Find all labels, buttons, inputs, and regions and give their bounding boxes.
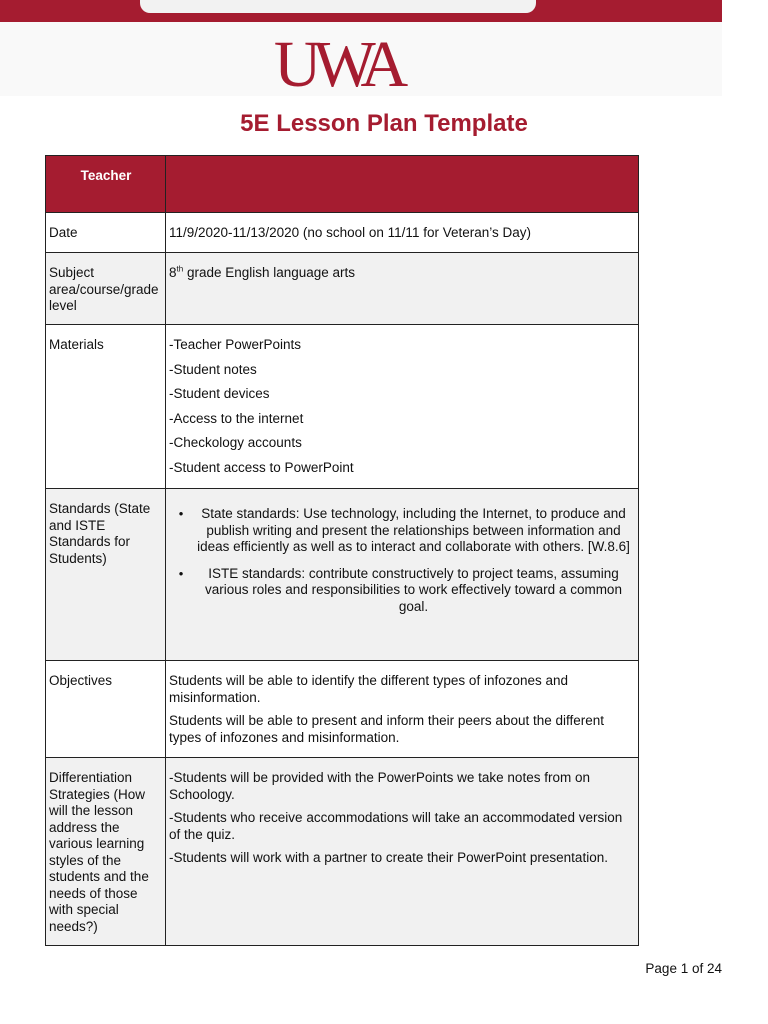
objectives-row xyxy=(46,661,639,758)
materials-value xyxy=(166,325,639,489)
differentiation-label: Differentiation Strategies (How will the lesson address the various learning styles of the students and the needs of those with special needs?) xyxy=(46,758,166,946)
differentiation-item: -Students will work with a partner to create their PowerPoint presentation. xyxy=(169,850,608,865)
subject-row xyxy=(46,253,639,325)
differentiation-value xyxy=(166,758,639,946)
objectives-label: Objectives xyxy=(46,661,166,758)
uwa-logo: UWA xyxy=(273,28,401,101)
differentiation-row xyxy=(46,758,639,946)
bullet-icon: • xyxy=(178,565,184,581)
differentiation-item: -Students who receive accommodations will take an accommodated version of the quiz. xyxy=(169,810,623,842)
subject-label: Subject area/course/grade level xyxy=(46,253,166,325)
lesson-plan-table xyxy=(45,155,639,946)
date-value: 11/9/2020-11/13/2020 (no school on 11/11 for Veteran’s Day) xyxy=(166,213,639,253)
subject-grade-number: 8 xyxy=(169,265,177,280)
standards-label: Standards (State and ISTE Standards for Students) xyxy=(46,489,166,661)
objectives-value xyxy=(166,661,639,758)
top-banner-notch xyxy=(140,0,536,13)
subject-value xyxy=(166,253,639,325)
materials-item: -Teacher PowerPoints xyxy=(169,337,302,352)
teacher-value xyxy=(166,156,639,213)
standards-item-text: State standards: Use technology, including the Internet, to produce and publish writing and present the relationships between information and ideas efficiently as well as to interact and collaborate with others. [W.8.6] xyxy=(197,506,630,554)
date-row xyxy=(46,213,639,253)
bullet-icon: • xyxy=(178,506,184,521)
teacher-row xyxy=(46,156,639,213)
subject-grade-suffix: th xyxy=(176,264,184,274)
date-label: Date xyxy=(46,213,166,253)
materials-item: -Student access to PowerPoint xyxy=(169,459,354,475)
page-number: Page 1 of 24 xyxy=(645,961,722,976)
materials-item: -Student devices xyxy=(169,386,270,401)
materials-item: -Checkology accounts xyxy=(169,435,302,450)
materials-item: -Access to the internet xyxy=(169,410,304,426)
page-title: 5E Lesson Plan Template xyxy=(240,110,528,137)
materials-row xyxy=(46,325,639,489)
standards-item xyxy=(169,506,634,556)
standards-value xyxy=(166,489,639,661)
standards-list xyxy=(169,506,634,615)
standards-item xyxy=(169,566,634,616)
teacher-label: Teacher xyxy=(46,156,166,213)
objective-item: Students will be able to identify the different types of infozones and misinformation. xyxy=(169,673,569,705)
subject-grade-text: grade English language arts xyxy=(183,265,356,280)
standards-item-text: ISTE standards: contribute constructively to project teams, assuming various roles and responsibilities to work effectively toward a common goal. xyxy=(205,565,622,614)
objective-item: Students will be able to present and inform their peers about the different types of infozones and misinformation. xyxy=(169,713,605,745)
materials-item: -Student notes xyxy=(169,361,257,377)
differentiation-item: -Students will be provided with the PowerPoints we take notes from on Schoology. xyxy=(169,770,590,802)
standards-row xyxy=(46,489,639,661)
materials-label: Materials xyxy=(46,325,166,489)
